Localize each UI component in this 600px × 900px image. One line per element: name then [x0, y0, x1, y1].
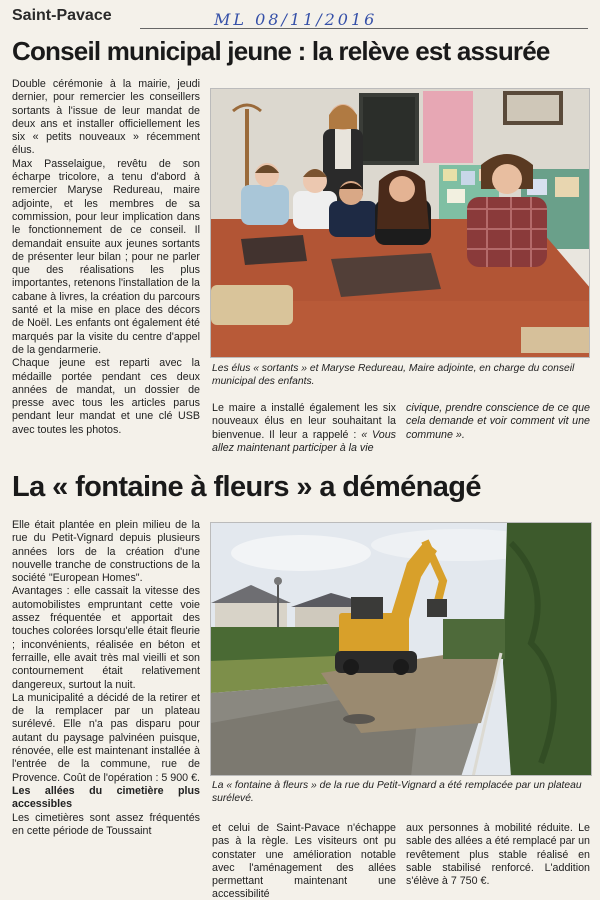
- article1-col3: civique, prendre conscience de ce que cela demande et voir comment vit une commune ».: [406, 402, 590, 441]
- article1-photo: [210, 88, 590, 358]
- article1-col2-quote: « Vous allez maintenant participer à la vie: [212, 428, 396, 454]
- article1-para-3: Chaque jeune est reparti avec la médaille portée pendant ces deux années de mandat, un dossier de presse avec tous les articles parus pendant leur mandat et une clé USB avec toutes les photos.: [12, 357, 200, 436]
- article1-para-1: Double cérémonie à la mairie, jeudi dernier, pour remercier les conseillers sortants à l'issue de leur mandat de deux ans et installer officiellement les six « petits nouveaux » récemment élus.: [12, 78, 200, 157]
- fountain-site-photo-illustration: [211, 523, 592, 776]
- article2-col2: et celui de Saint-Pavace n'échappe pas à la règle. Les visiteurs ont pu constater une amélioration notable avec l'aménagement des allées permettant maintenant une accessibilité: [212, 822, 396, 900]
- article2-title: La « fontaine à fleurs » a déménagé: [12, 471, 481, 503]
- section-label: Saint-Pavace: [12, 7, 112, 24]
- article1-para-2: Max Passelaigue, revêtu de son écharpe tricolore, a tenu d'abord à remercier Maryse Redureau, maire adjointe, et les membres de sa commission, pour leur implication dans le fonctionnement de ce conseil. Il demandait ensuite aux jeunes sortants de présenter leur bilan ; pour ne parler que des réalisations les plus importantes, retenons l'installation de la cabane à livres, la création du parcours santé et la mise en place des décors de Noël. Les enfants ont également été marqués par la visite du centre d'appel de la gendarmerie.: [12, 157, 200, 356]
- article1-col2: [212, 402, 396, 455]
- handwritten-date: ML 08/11/2016: [214, 10, 378, 29]
- article2-photo-caption: La « fontaine à fleurs » de la rue du Petit-Vignard a été remplacée par un plateau surélevé.: [212, 780, 582, 804]
- article2-subhead: Les allées du cimetière plus accessibles: [12, 784, 200, 811]
- article2-para-1: Elle était plantée en plein milieu de la rue du Petit-Vignard depuis plusieurs années lors de la création d'une nouvelle tranche de constructions de la société "European Homes".: [12, 519, 200, 585]
- article2-col1: [12, 519, 200, 838]
- article2-photo: [210, 522, 592, 776]
- article2-col3: aux personnes à mobilité réduite. Le sable des allées a été remplacé par un revêtement plus stable réalisé en sable stabilisé renforcé. L'addition s'élève à 7 750 €.: [406, 822, 590, 888]
- article1-col2-text: Le maire a installé également les six nouveaux élus en leur souhaitant la bienvenue. Il leur a rappelé :: [212, 402, 396, 441]
- article2-para-3: La municipalité a décidé de la retirer et de la remplacer par un plateau surélevé. Elle n'a pas disparu pour autant du paysage palvinéen puisque, rénovée, elle est maintenant installée à l'entrée de la commune, rue de Provence. Coût de l'opération : 5 900 €.: [12, 691, 201, 784]
- article1-title: Conseil municipal jeune : la relève est assurée: [12, 36, 550, 66]
- council-photo-illustration: [211, 89, 590, 358]
- article2-para-2: Avantages : elle cassait la vitesse des automobilistes empruntant cette voie assez fréquentée et apportait des touches colorées lorsqu'elle était fleurie ; inconvénients, réalisée en béton et ferraille, elle avait très mal vieilli et son contournement était relativement dangereux, surtout la nuit.: [12, 585, 200, 691]
- article2-para-4: Les cimetières sont assez fréquentés en cette période de Toussaint: [12, 811, 200, 837]
- article1-col1: [12, 78, 200, 437]
- article1-photo-caption: Les élus « sortants » et Maryse Redureau, Maire adjointe, en charge du conseil municipal des enfants.: [212, 363, 575, 387]
